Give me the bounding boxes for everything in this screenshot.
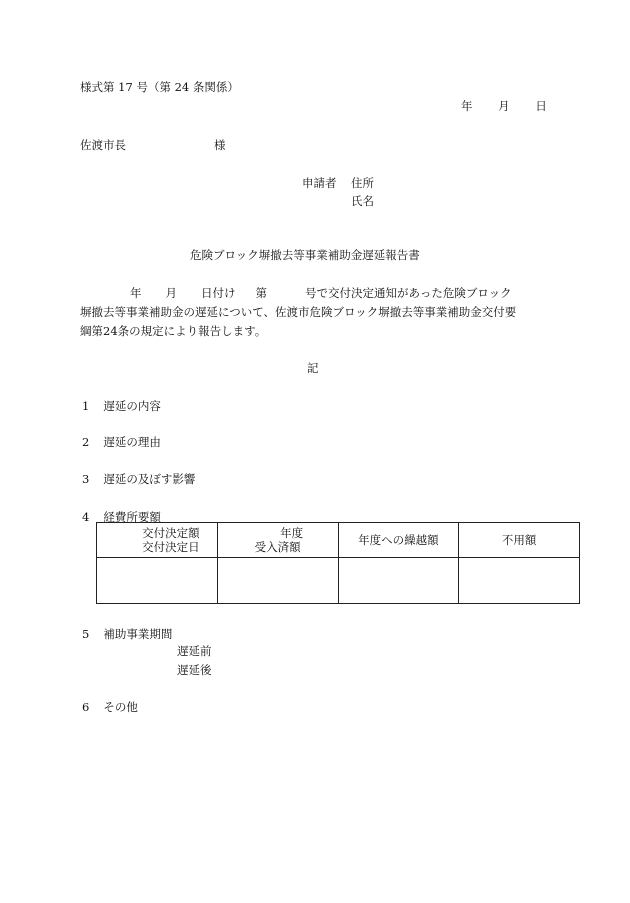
- body-date-suffix: 日付け: [201, 286, 236, 300]
- section-label: その他: [103, 700, 138, 714]
- date-month: 月: [498, 99, 510, 113]
- section-label: 補助事業期間: [103, 627, 173, 641]
- form-number: 様式第 17 号（第 24 条関係）: [80, 80, 239, 94]
- section-number: 5: [82, 627, 90, 641]
- cell-unused[interactable]: [459, 558, 580, 604]
- section-label: 遅延の及ぼす影響: [103, 472, 196, 486]
- header-decision-amount: 交付決定額: [142, 526, 200, 540]
- body-go-text: 号で交付決定通知があった危険ブロック: [305, 286, 512, 300]
- section-number: 4: [82, 510, 90, 524]
- table-row: [97, 558, 580, 604]
- addressee-name: 佐渡市長: [80, 138, 126, 152]
- body-line-1: [130, 286, 512, 300]
- section-3: [82, 472, 195, 486]
- section-label: 経費所要額: [103, 510, 161, 524]
- body-month: 月: [165, 286, 177, 300]
- header-fiscal-year: 年度: [280, 526, 304, 540]
- section-label: 遅延の内容: [103, 399, 161, 413]
- section-number: 2: [82, 435, 90, 449]
- applicant-address-label: 住所: [351, 176, 374, 190]
- section-number: 1: [82, 399, 90, 413]
- expense-table-header: [97, 523, 580, 558]
- section-6: [82, 700, 138, 714]
- applicant-name-label: 氏名: [351, 194, 374, 208]
- body-dai: 第: [255, 286, 267, 300]
- cell-decision[interactable]: [97, 558, 218, 604]
- cell-carryover[interactable]: [338, 558, 459, 604]
- section-label: 遅延の理由: [103, 435, 161, 449]
- section-number: 6: [82, 700, 90, 714]
- period-before: 遅延前: [177, 644, 212, 658]
- addressee-honorific: 様: [214, 138, 226, 152]
- cell-received[interactable]: [217, 558, 338, 604]
- expense-table: [96, 522, 580, 604]
- section-5: [82, 627, 172, 641]
- header-received: [217, 523, 338, 558]
- section-1: [82, 399, 161, 413]
- date-day: 日: [535, 99, 547, 113]
- submission-date: [461, 99, 547, 113]
- header-unused: 不用額: [459, 523, 580, 558]
- body-line-2: 塀撤去等事業補助金の遅延について、佐渡市危険ブロック塀撤去等事業補助金交付要: [80, 305, 517, 319]
- header-decision: [97, 523, 218, 558]
- ki-marker: 記: [307, 361, 319, 375]
- period-after: 遅延後: [177, 663, 212, 677]
- date-year: 年: [461, 99, 473, 113]
- header-received-amount: 受入済額: [254, 540, 301, 554]
- body-year: 年: [130, 286, 142, 300]
- body-line-3: 綱第24条の規定により報告します。: [80, 324, 267, 338]
- document-title: 危険ブロック塀撤去等事業補助金遅延報告書: [190, 248, 420, 262]
- header-carryover: 年度への繰越額: [338, 523, 459, 558]
- applicant-label: 申請者: [302, 176, 337, 190]
- header-decision-date: 交付決定日: [142, 540, 200, 554]
- section-2: [82, 435, 161, 449]
- section-number: 3: [82, 472, 90, 486]
